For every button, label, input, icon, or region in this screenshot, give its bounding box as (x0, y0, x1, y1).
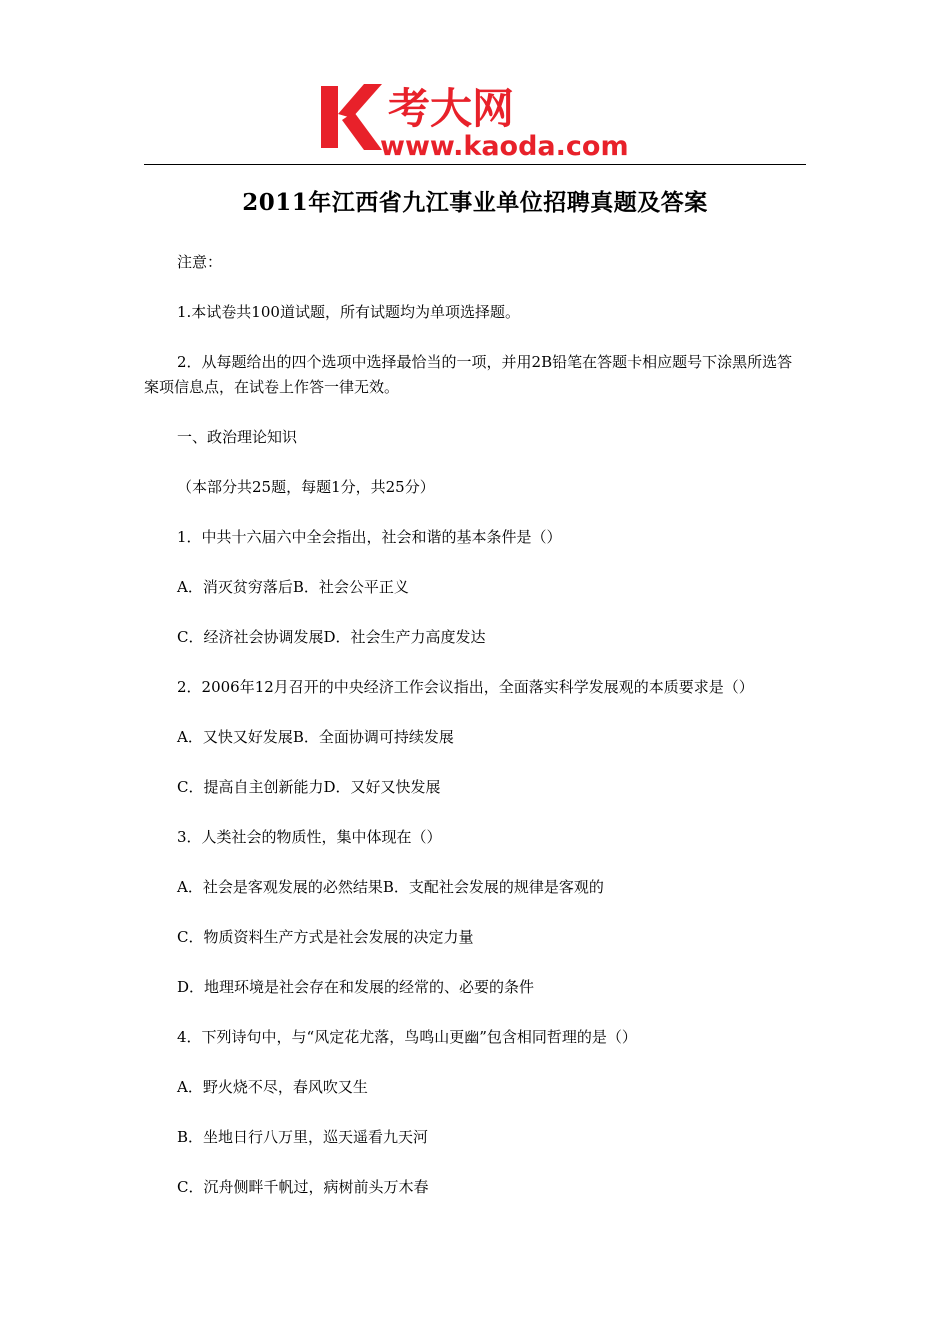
section-scoring: （本部分共25题，每题1分，共25分） (177, 478, 435, 496)
question-4: 4．下列诗句中，与“风定花尤落，鸟鸣山更幽”包含相同哲理的是（） (177, 1028, 637, 1046)
site-logo (318, 76, 638, 160)
paragraph-note-label: 注意： (177, 253, 223, 271)
logo-cn-text: 考大网 (388, 84, 515, 133)
question-2-options-ab: A．又快又好发展B．全面协调可持续发展 (177, 728, 454, 746)
question-3-option-d: D．地理环境是社会存在和发展的经常的、必要的条件 (177, 978, 535, 996)
section-heading: 一、政治理论知识 (177, 428, 298, 446)
paragraph-note-2: 2．从每题给出的四个选项中选择最恰当的一项，并用2B铅笔在答题卡相应题号下涂黑所选答案项信息点，在试卷上作答一律无效。 (144, 353, 793, 396)
question-4-option-c: C．沉舟侧畔千帆过，病树前头万木春 (177, 1178, 429, 1196)
question-1: 1．中共十六届六中全会指出，社会和谐的基本条件是（） (177, 528, 562, 546)
question-4-option-a: A．野火烧不尽，春风吹又生 (177, 1078, 368, 1096)
paragraph-note-1: 1.本试卷共100道试题，所有试题均为单项选择题。 (177, 303, 520, 321)
question-1-options-cd: C．经济社会协调发展D．社会生产力高度发达 (177, 628, 486, 646)
page-title: 2011年江西省九江事业单位招聘真题及答案 (242, 189, 708, 216)
question-3: 3．人类社会的物质性，集中体现在（） (177, 828, 442, 846)
question-2: 2．2006年12月召开的中央经济工作会议指出，全面落实科学发展观的本质要求是（） (177, 678, 754, 696)
document-body (144, 250, 806, 1225)
logo-k-icon (321, 84, 382, 150)
question-3-option-c: C．物质资料生产方式是社会发展的决定力量 (177, 928, 474, 946)
question-2-options-cd: C．提高自主创新能力D．又好又快发展 (177, 778, 441, 796)
header-rule (144, 164, 806, 165)
question-1-options-ab: A．消灭贫穷落后B．社会公平正义 (177, 578, 409, 596)
logo-url-text: www.kaoda.com (380, 131, 629, 160)
question-4-option-b: B．坐地日行八万里，巡天遥看九天河 (177, 1128, 429, 1146)
question-3-options-ab: A．社会是客观发展的必然结果B．支配社会发展的规律是客观的 (177, 878, 604, 896)
